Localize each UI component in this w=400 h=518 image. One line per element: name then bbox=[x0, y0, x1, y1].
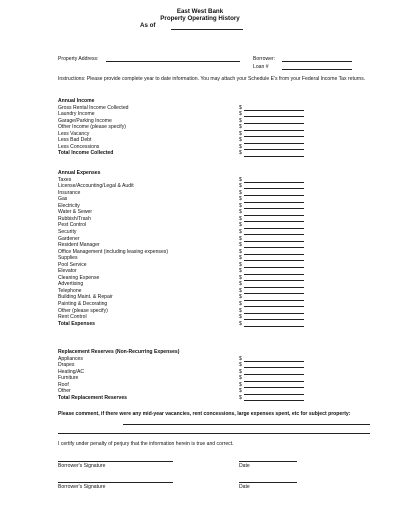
income-item-label: Gross Rental Income Collected bbox=[58, 104, 129, 111]
expenses-item-dollar-sign: $ bbox=[239, 202, 242, 209]
expenses-item-label: Supplies bbox=[58, 255, 78, 262]
expenses-item-dollar-sign: $ bbox=[239, 261, 242, 268]
expenses-item-dollar-sign: $ bbox=[239, 235, 242, 242]
reserves-item-amount-line[interactable] bbox=[244, 367, 304, 368]
reserves-item-dollar-sign: $ bbox=[239, 381, 242, 388]
expenses-item-label: Cleaning Expense bbox=[58, 274, 100, 281]
expenses-item-amount-line[interactable] bbox=[244, 195, 304, 196]
expenses-item-dollar-sign: $ bbox=[239, 301, 242, 307]
income-item-label: Less Vacancy bbox=[58, 130, 90, 137]
income-item-amount-line[interactable] bbox=[244, 143, 304, 144]
expenses-item-label: Water & Sewer bbox=[58, 209, 93, 216]
expenses-item-amount-line[interactable] bbox=[244, 287, 304, 288]
expenses-item-amount-line[interactable] bbox=[244, 267, 304, 268]
expenses-item-label: Elevator bbox=[58, 268, 77, 275]
expenses-item-amount-line[interactable] bbox=[244, 280, 304, 281]
income-item-dollar-sign: $ bbox=[239, 104, 242, 111]
reserves-item-amount-line[interactable] bbox=[244, 387, 304, 388]
expenses-item-label: Telephone bbox=[58, 287, 82, 294]
expenses-item-label: Insurance bbox=[58, 189, 81, 196]
loan-label: Loan # bbox=[253, 64, 269, 70]
expenses-item-label: Pool Service bbox=[58, 261, 87, 268]
income-item-amount-line[interactable] bbox=[244, 130, 304, 131]
reserves-item-dollar-sign: $ bbox=[239, 388, 242, 395]
property-address-line[interactable] bbox=[106, 61, 240, 62]
expenses-item-label: Advertising bbox=[58, 281, 84, 288]
expenses-item-label: Electricity bbox=[58, 202, 80, 209]
expenses-item-amount-line[interactable] bbox=[244, 260, 304, 261]
reserves-item-amount-line[interactable] bbox=[244, 381, 304, 382]
expenses-item-label: License/Accounting/Legal & Audit bbox=[58, 183, 134, 190]
expenses-item-dollar-sign: $ bbox=[239, 268, 242, 275]
expenses-item-dollar-sign: $ bbox=[239, 189, 242, 196]
expenses-item-label: Office Management (including leasing expenses) bbox=[58, 248, 169, 255]
expenses-item-amount-line[interactable] bbox=[244, 228, 304, 229]
reserves-item-label: Heating/AC bbox=[58, 368, 85, 375]
expenses-total-label: Total Expenses bbox=[58, 320, 95, 327]
reserves-item-label: Furniture bbox=[58, 375, 79, 382]
instructions: Instructions: Please provide complete year to date information. You may attach your Schedule E's from your Federal Income Tax returns. bbox=[58, 76, 366, 82]
expenses-item-amount-line[interactable] bbox=[244, 247, 304, 248]
form-title: Property Operating History bbox=[160, 15, 240, 22]
expenses-item-label: Painting & Decorating bbox=[58, 301, 108, 307]
expenses-item-label: Taxes bbox=[58, 176, 72, 183]
income-item-label: Laundry Income bbox=[58, 111, 95, 118]
income-total-dollar-sign: $ bbox=[239, 150, 242, 157]
expenses-item-dollar-sign: $ bbox=[239, 222, 242, 229]
expenses-item-amount-line[interactable] bbox=[244, 300, 304, 301]
expenses-item-amount-line[interactable] bbox=[244, 188, 304, 189]
expenses-item-dollar-sign: $ bbox=[239, 183, 242, 190]
expenses-item-amount-line[interactable] bbox=[244, 182, 304, 183]
borrower-signature-line-2[interactable] bbox=[58, 482, 173, 483]
date-label-2: Date bbox=[239, 484, 250, 490]
expenses-item-amount-line[interactable] bbox=[244, 306, 304, 307]
borrower-signature-label-1: Borrower's Signature bbox=[58, 463, 106, 469]
expenses-item-amount-line[interactable] bbox=[244, 293, 304, 294]
expenses-item-dollar-sign: $ bbox=[239, 287, 242, 294]
expenses-item-label: Pest Control bbox=[58, 222, 87, 229]
reserves-item-label: Other bbox=[58, 388, 71, 395]
reserves-item-label: Roof bbox=[58, 381, 69, 388]
expenses-item-amount-line[interactable] bbox=[244, 208, 304, 209]
expenses-item-label: Rent Control bbox=[58, 314, 87, 321]
expenses-item-dollar-sign: $ bbox=[239, 294, 242, 301]
expenses-item-amount-line[interactable] bbox=[244, 274, 304, 275]
reserves-item-label: Drapes bbox=[58, 362, 75, 369]
income-item-label: Less Bad Debt bbox=[58, 137, 92, 144]
expenses-total-amount-line[interactable] bbox=[244, 326, 304, 327]
expenses-total-dollar-sign: $ bbox=[239, 320, 242, 327]
as-of-line[interactable] bbox=[171, 29, 243, 30]
expenses-item-label: Other (please specify) bbox=[58, 307, 108, 314]
reserves-item-dollar-sign: $ bbox=[239, 375, 242, 382]
reserves-item-dollar-sign: $ bbox=[239, 355, 242, 362]
income-item-amount-line[interactable] bbox=[244, 136, 304, 137]
date-line-2[interactable] bbox=[239, 482, 297, 483]
income-heading: Annual Income bbox=[58, 98, 95, 104]
borrower-signature-line-1[interactable] bbox=[58, 461, 173, 462]
expenses-item-dollar-sign: $ bbox=[239, 176, 242, 183]
income-item-dollar-sign: $ bbox=[239, 124, 242, 131]
expenses-item-label: Gardener bbox=[58, 235, 80, 242]
expenses-item-label: Rubbish/Trash bbox=[58, 215, 91, 222]
reserves-item-label: Appliances bbox=[58, 355, 83, 362]
income-item-dollar-sign: $ bbox=[239, 130, 242, 137]
income-item-label: Other Income (please specify) bbox=[58, 124, 126, 131]
expenses-item-amount-line[interactable] bbox=[244, 202, 304, 203]
borrower-line[interactable] bbox=[282, 61, 352, 62]
expenses-item-dollar-sign: $ bbox=[239, 228, 242, 235]
reserves-total-label: Total Replacement Reserves bbox=[58, 394, 127, 401]
loan-line[interactable] bbox=[282, 69, 352, 70]
expenses-item-amount-line[interactable] bbox=[244, 241, 304, 242]
income-item-label: Less Concessions bbox=[58, 143, 100, 150]
income-item-amount-line[interactable] bbox=[244, 116, 304, 117]
expenses-item-label: Building Maint. & Repair bbox=[58, 294, 113, 301]
expenses-heading: Annual Expenses bbox=[58, 170, 101, 176]
reserves-item-amount-line[interactable] bbox=[244, 394, 304, 395]
income-item-dollar-sign: $ bbox=[239, 143, 242, 150]
reserves-heading: Replacement Reserves (Non-Recurring Expenses) bbox=[58, 349, 180, 355]
certify-statement: I certify under penalty of perjury that the information herein is true and correct. bbox=[58, 441, 234, 447]
income-item-amount-line[interactable] bbox=[244, 123, 304, 124]
reserves-item-amount-line[interactable] bbox=[244, 374, 304, 375]
reserves-item-dollar-sign: $ bbox=[239, 362, 242, 369]
expenses-item-dollar-sign: $ bbox=[239, 255, 242, 262]
expenses-item-dollar-sign: $ bbox=[239, 307, 242, 314]
income-item-amount-line[interactable] bbox=[244, 149, 304, 150]
reserves-total-dollar-sign: $ bbox=[239, 394, 242, 401]
income-total-label: Total Income Collected bbox=[58, 150, 114, 157]
expenses-item-amount-line[interactable] bbox=[244, 215, 304, 216]
date-line-1[interactable] bbox=[239, 461, 297, 462]
expenses-item-dollar-sign: $ bbox=[239, 196, 242, 203]
income-item-dollar-sign: $ bbox=[239, 137, 242, 144]
date-label-1: Date bbox=[239, 463, 250, 469]
property-address-label: Property Address: bbox=[58, 56, 99, 62]
expenses-item-dollar-sign: $ bbox=[239, 248, 242, 255]
income-item-dollar-sign: $ bbox=[239, 111, 242, 118]
expenses-item-amount-line[interactable] bbox=[244, 319, 304, 320]
expenses-item-amount-line[interactable] bbox=[244, 313, 304, 314]
expenses-item-dollar-sign: $ bbox=[239, 274, 242, 281]
reserves-item-amount-line[interactable] bbox=[244, 361, 304, 362]
comment-prompt: Please comment, if there were any mid-year vacancies, rent concessions, large expenses spent, etc for subject property: bbox=[58, 411, 351, 417]
income-item-amount-line[interactable] bbox=[244, 110, 304, 111]
income-total-amount-line[interactable] bbox=[244, 156, 304, 157]
expenses-item-dollar-sign: $ bbox=[239, 314, 242, 321]
expenses-item-label: Security bbox=[58, 228, 77, 235]
income-item-dollar-sign: $ bbox=[239, 117, 242, 124]
expenses-item-amount-line[interactable] bbox=[244, 221, 304, 222]
expenses-item-label: Resident Manager bbox=[58, 242, 100, 249]
expenses-item-dollar-sign: $ bbox=[239, 215, 242, 222]
comment-line-2[interactable] bbox=[58, 433, 370, 434]
expenses-item-label: Gas bbox=[58, 196, 68, 203]
borrower-signature-label-2: Borrower's Signature bbox=[58, 484, 106, 490]
expenses-item-dollar-sign: $ bbox=[239, 209, 242, 216]
bank-name: East West Bank bbox=[176, 8, 224, 15]
expenses-item-amount-line[interactable] bbox=[244, 254, 304, 255]
expenses-item-dollar-sign: $ bbox=[239, 281, 242, 288]
borrower-label: Borrower: bbox=[253, 56, 276, 62]
as-of-label: As of bbox=[140, 22, 156, 29]
reserves-total-amount-line[interactable] bbox=[244, 400, 304, 401]
reserves-item-dollar-sign: $ bbox=[239, 368, 242, 375]
comment-line-1[interactable] bbox=[123, 424, 370, 425]
income-item-label: Garage/Parking Income bbox=[58, 117, 112, 124]
expenses-item-amount-line[interactable] bbox=[244, 234, 304, 235]
expenses-item-dollar-sign: $ bbox=[239, 242, 242, 249]
